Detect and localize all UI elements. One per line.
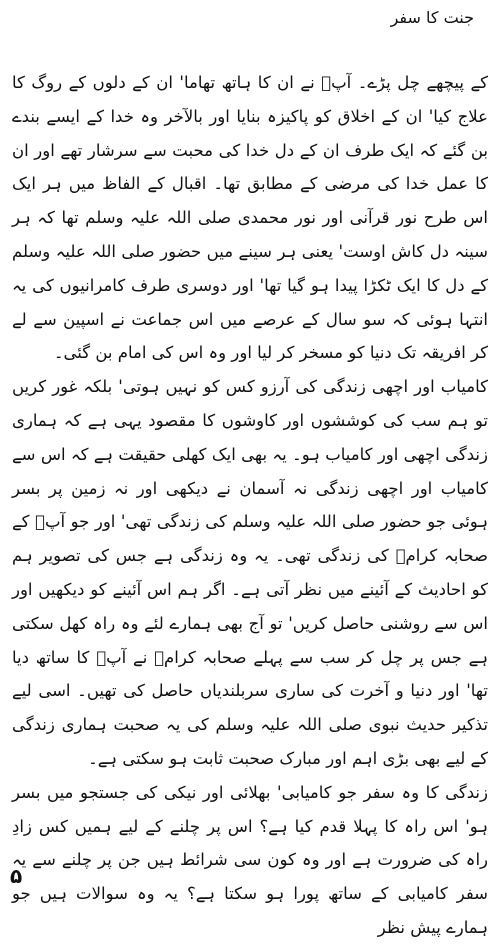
page-number: ۵ xyxy=(10,864,23,888)
paragraph-3: زندگی کا وہ سفر جو کامیابی' بھلائی اور نیکی کی جستجو میں بسر ہو' اس راہ کا پہلا قدم کیا ہے؟ اس پر چلنے کے لیے ہمیں کس زادِ راہ کی ضرورت ہے اور وہ کون سی شرائط ہیں جن پر چلنے سے یہ سفر کامیابی کے ساتھ پورا ہو سکتا ہے؟ یہ وہ سوالات ہیں جو ہمارے پیش نظر xyxy=(12,782,488,937)
paragraph-2: کامیاب اور اچھی زندگی کی آرزو کس کو نہیں ہوتی' بلکہ غور کریں تو ہم سب کی کوششوں اور کاوشوں کا مقصود یہی ہے کہ ہماری زندگی اچھی اور کامیاب ہو۔ یہ بھی ایک کھلی حقیقت ہے کہ اس سے کامیاب اور اچھی زندگی نہ آسمان نے دیکھی اور نہ زمین پر بسر ہوئی جو حضور صلی اللہ علیہ وسلم کی زندگی تھی' اور جو آپؐ کے صحابہ کرامؓ کی زندگی تھی۔ یہ وہ زندگی ہے جس کی تصویر ہم کو احادیث کے آئینے میں نظر آتی ہے۔ اگر ہم اس آئینے کو دیکھیں اور اس سے روشنی حاصل کریں' تو آج بھی ہمارے لئے وہ راہ کھل سکتی ہے جس پر چل کر سب سے پہلے صحابہ کرامؓ نے آپؐ کا ساتھ دیا تھا' اور دنیا و آخرت کی ساری سربلندیاں حاصل کی تھیں۔ اسی لیے تذکیر حدیث نبوی صلی اللہ علیہ وسلم کی یہ صحبت ہماری زندگی کے لیے بھی بڑی اہم اور مبارک صحبت ثابت ہو سکتی ہے۔ xyxy=(12,377,488,768)
body-text xyxy=(12,66,488,945)
running-header: جنت کا سفر xyxy=(390,8,474,27)
paragraph-1: کے پیچھے چل پڑے۔ آپؐ نے ان کا ہاتھ تھاما' ان کے دلوں کے روگ کا علاج کیا' ان کے اخلاق کو پاکیزہ بنایا اور بالآخر وہ خدا کے ایسے بندے بن گئے کہ ایک طرف ان کے دل خدا کی محبت سے سرشار تھے اور ان کا عمل خدا کی مرضی کے مطابق تھا۔ اقبال کے الفاظ میں ہر ایک اس طرح نور قرآنی اور نور محمدی صلی اللہ علیہ وسلم تھا کہ ہر سینہ دل کاش اوست' یعنی ہر سینے میں حضور صلی اللہ علیہ وسلم کے دل کا ایک ٹکڑا پیدا ہو گیا تھا' اور دوسری طرف کامرانیوں کی یہ انتہا ہوئی کہ سو سال کے عرصے میں اس جماعت نے اسپین سے لے کر افریقہ تک دنیا کو مسخر کر لیا اور وہ اس کی امام بن گئی۔ xyxy=(12,73,488,363)
